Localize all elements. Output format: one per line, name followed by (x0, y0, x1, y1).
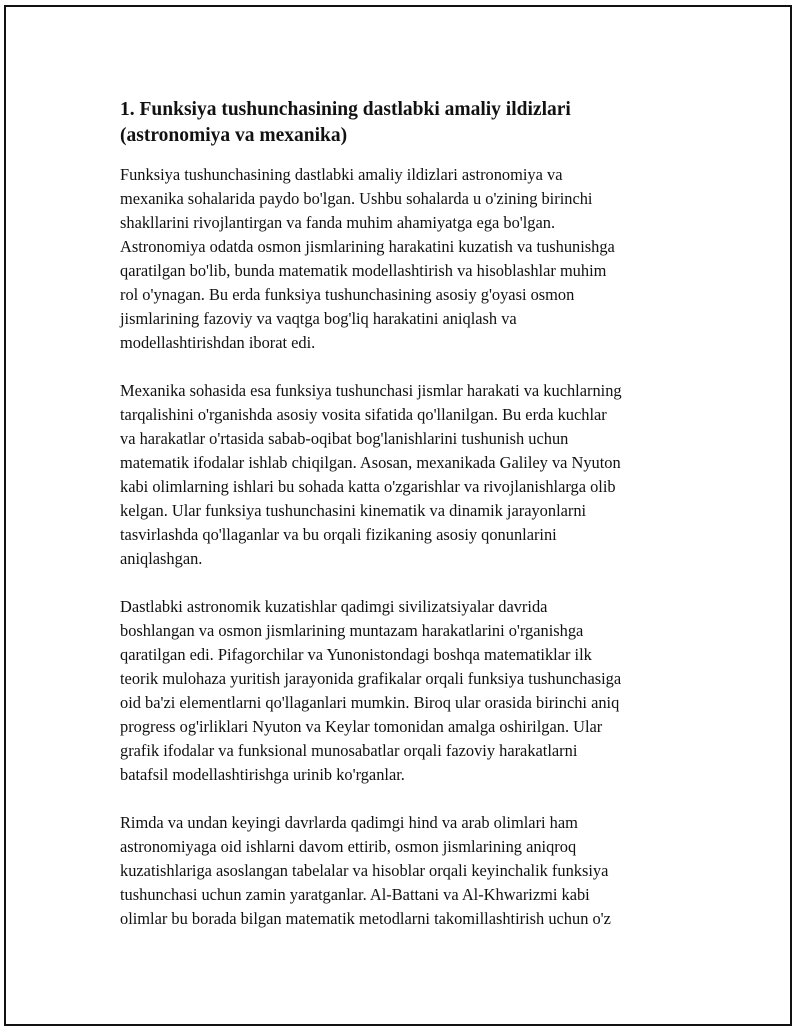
document-page (4, 5, 792, 1026)
paragraph-1: Funksiya tushunchasining dastlabki amaliy ildizlari astronomiya va mexanika sohalarida paydo bo'lgan. Ushbu sohalarda u o'zining birinchi shakllarini rivojlantirgan va fanda muhim ahamiyatga ega bo'lgan. Astronomiya odatda osmon jismlarining harakatini kuzatish va tushunishga qaratilgan bo'lib, bunda matematik modellashtirish va hisoblashlar muhim rol o'ynagan. Bu erda funksiya tushunchasining asosiy g'oyasi osmon jismlarining fazoviy va vaqtga bog'liq harakatini aniqlash va modellashtirishdan iborat edi. (120, 165, 615, 352)
section-heading: 1. Funksiya tushunchasining dastlabki amaliy ildizlari (astronomiya va mexanika) (120, 99, 571, 146)
document-content (120, 97, 700, 955)
paragraph-3: Dastlabki astronomik kuzatishlar qadimgi sivilizatsiyalar davrida boshlangan va osmon jismlarining muntazam harakatlarini o'rganishga qaratilgan edi. Pifagorchilar va Yunonistondagi boshqa matematiklar ilk teorik mulohaza yuritish jarayonida grafikalar orqali funksiya tushunchasiga oid ba'zi elementlarni qo'llaganlari mumkin. Biroq ular orasida birinchi aniq progress og'irliklari Nyuton va Keylar tomonidan amalga oshirilgan. Ular grafik ifodalar va funksional munosabatlar orqali fazoviy harakatlarni batafsil modellashtirishga urinib ko'rganlar. (120, 597, 622, 784)
paragraph-4: Rimda va undan keyingi davrlarda qadimgi hind va arab olimlari ham astronomiyaga oid ishlarni davom ettirib, osmon jismlarining aniqroq kuzatishlariga asoslangan tabelalar va hisoblar orqali keyinchalik funksiya tushunchasi uchun zamin yaratganlar. Al-Battani va Al-Khwarizmi kabi olimlar bu borada bilgan matematik metodlarni takomillashtirish uchun o'z (120, 813, 611, 928)
paragraph-2: Mexanika sohasida esa funksiya tushunchasi jismlar harakati va kuchlarning tarqalishini o'rganishda asosiy vosita sifatida qo'llanilgan. Bu erda kuchlar va harakatlar o'rtasida sabab-oqibat bog'lanishlarini tushunish uchun matematik ifodalar ishlab chiqilgan. Asosan, mexanikada Galiley va Nyuton kabi olimlarning ishlari bu sohada katta o'zgarishlar va rivojlanishlarga olib kelgan. Ular funksiya tushunchasini kinematik va dinamik jarayonlarni tasvirlashda qo'llaganlar va bu orqali fizikaning asosiy qonunlarini aniqlashgan. (120, 381, 622, 568)
